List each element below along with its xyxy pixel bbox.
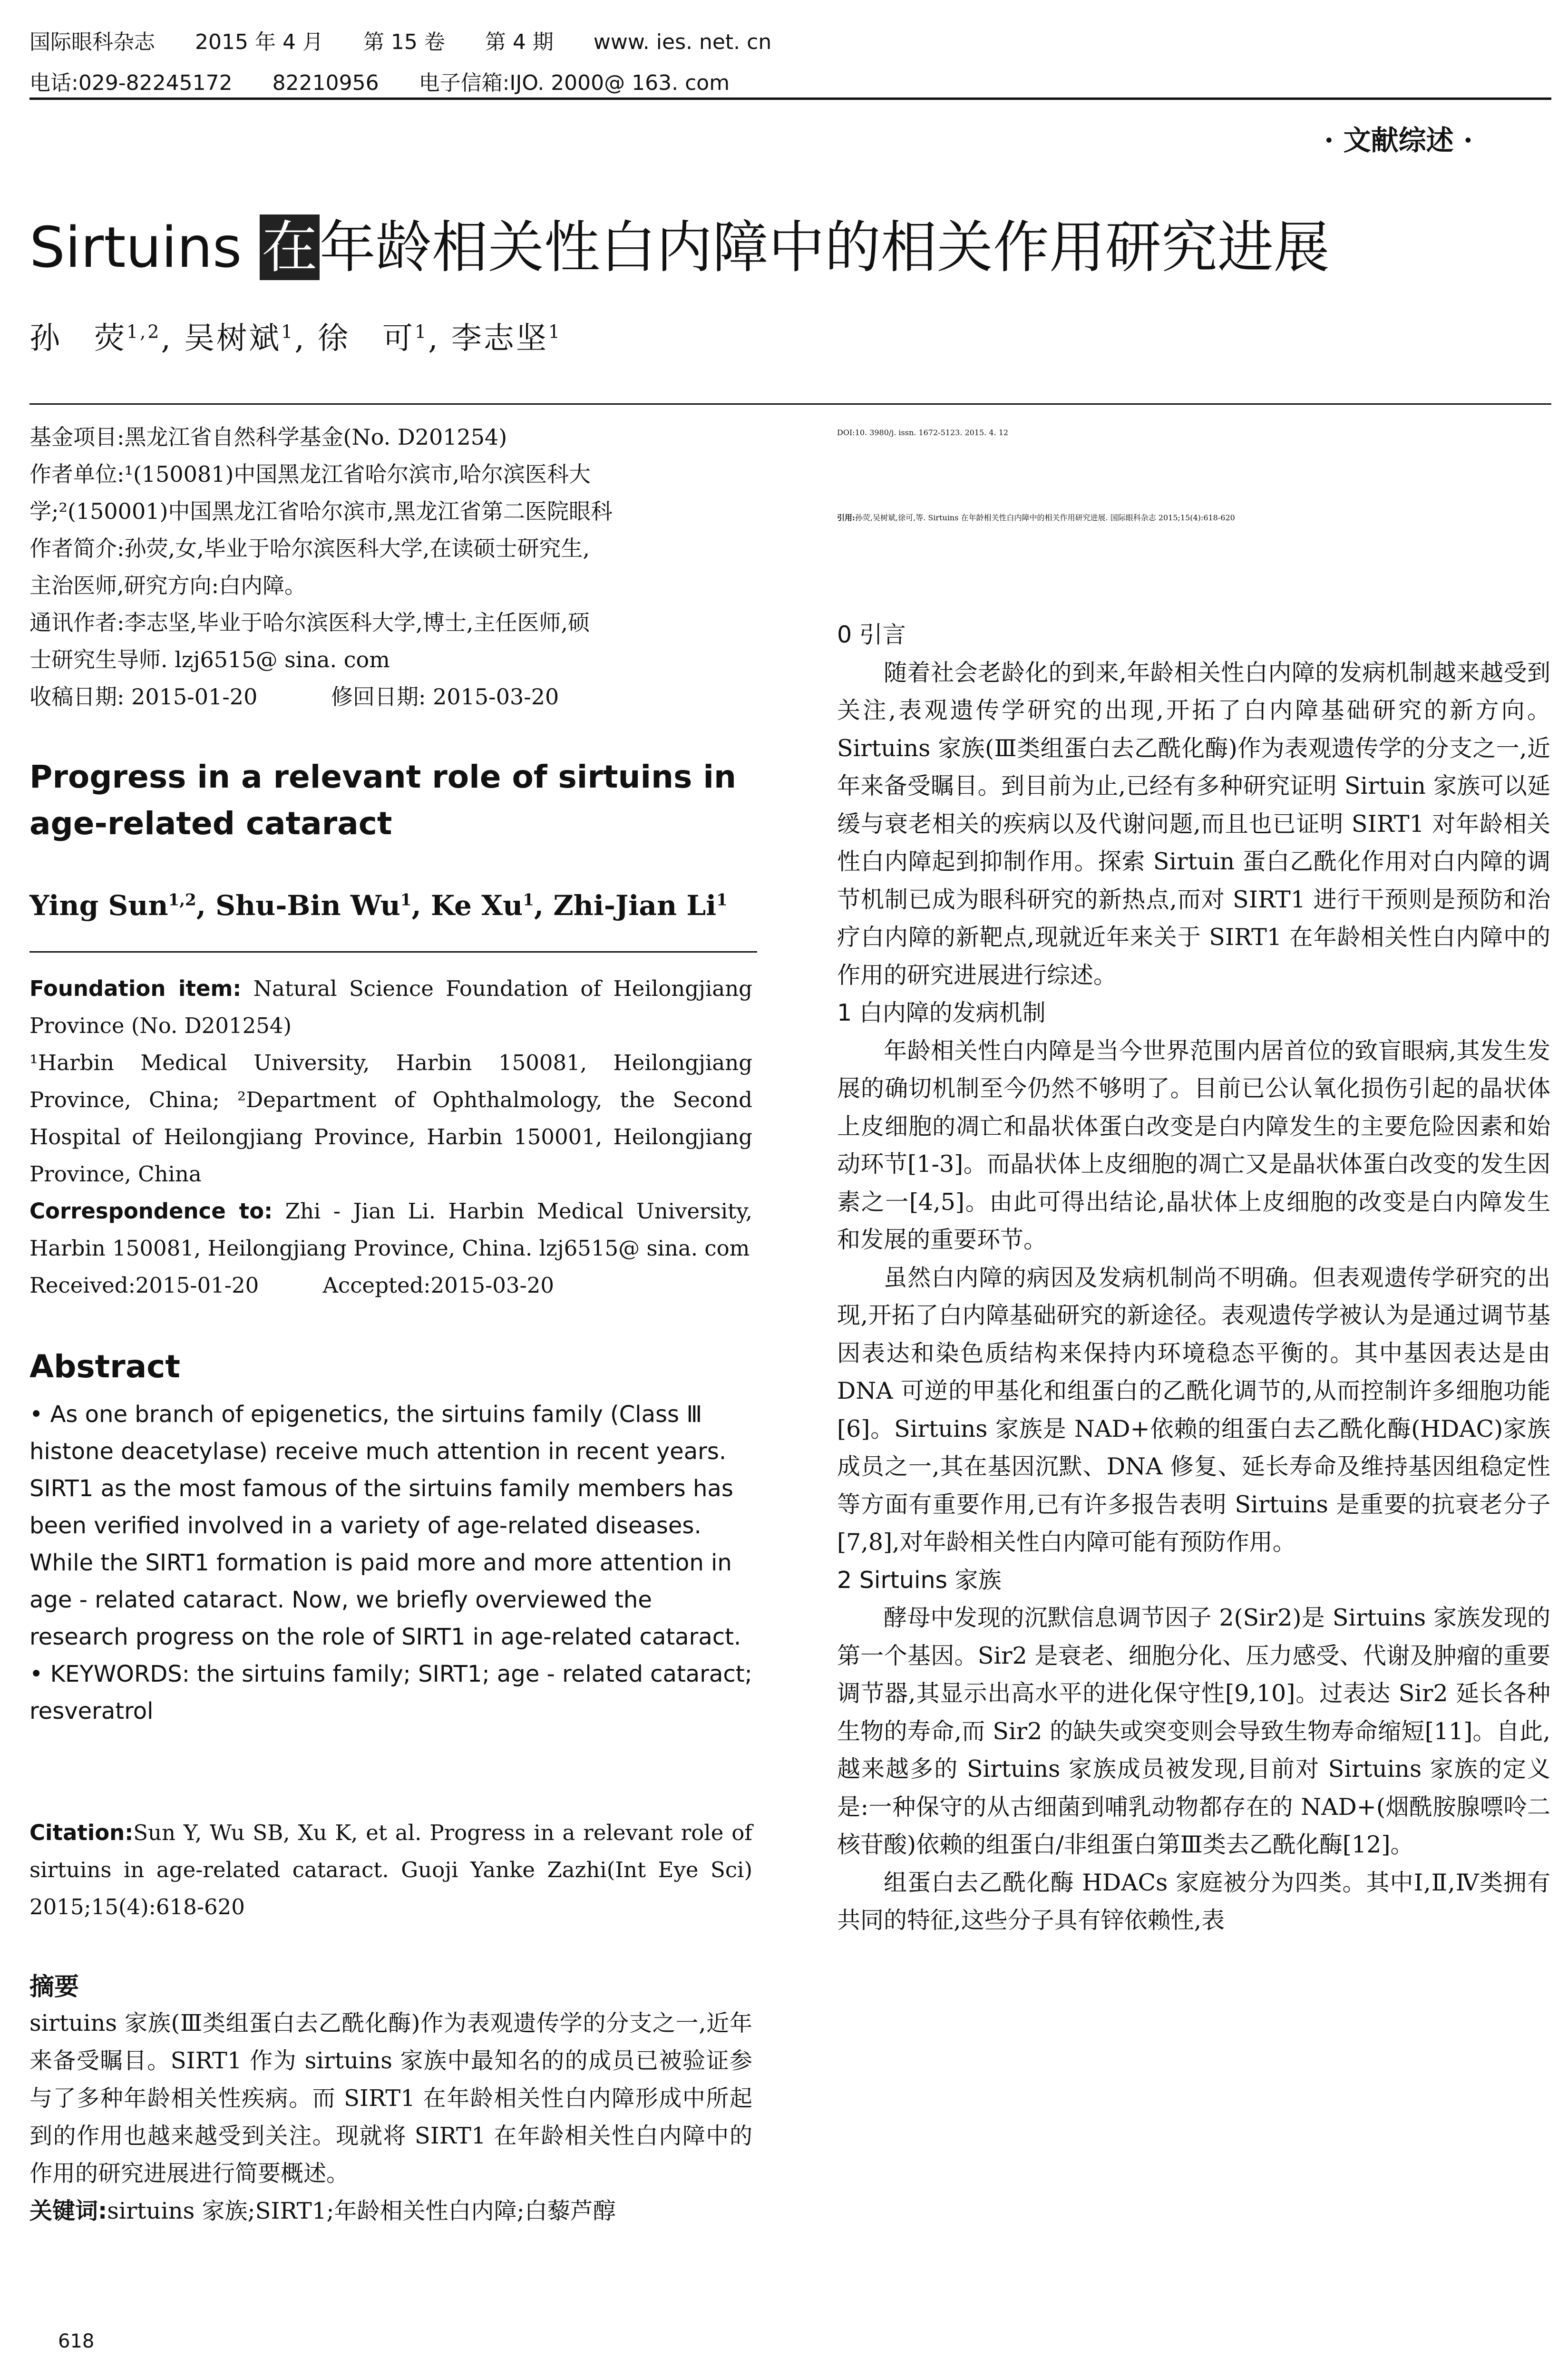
- author-affiliation: 1: [523, 890, 534, 910]
- section-0-heading: 0 引言: [837, 621, 906, 648]
- author-en: Zhi-Jian Li: [553, 889, 717, 922]
- keywords-en: • KEYWORDS: the sirtuins family; SIRT1; age - related cataract; resveratrol: [29, 1661, 752, 1724]
- author-cn: 李志坚: [451, 321, 548, 356]
- accepted-en: Accepted:2015-03-20: [322, 1273, 555, 1298]
- received-date: 收稿日期: 2015-01-20: [29, 684, 258, 710]
- title-prefix: Sirtuins: [29, 214, 242, 280]
- section-1-heading: 1 白内障的发病机制: [837, 999, 1046, 1026]
- author-en: Ying Sun: [29, 889, 168, 922]
- received-en: Received:2015-01-20: [29, 1273, 259, 1298]
- author-cn: 徐 可: [318, 321, 415, 356]
- intro-line-2: 主治医师,研究方向:白内障。: [29, 573, 307, 598]
- author-affiliation: 1: [548, 321, 562, 342]
- section-2-heading: 2 Sirtuins 家族: [837, 1566, 1002, 1594]
- citation-en-text: [29, 1814, 752, 1926]
- article-title: [29, 202, 1330, 283]
- citation-cn-body: 孙荧,吴树斌,徐可,等. Sirtuins 在年龄相关性白内障中的相关作用研究进展. 国际眼科杂志 2015;15(4):618-620: [855, 513, 1235, 522]
- article-meta: [29, 419, 752, 715]
- journal-name: 国际眼科杂志: [29, 30, 155, 54]
- foundation-text: Natural Science Foundation of Heilongjiang Province (No. D201254): [29, 976, 752, 1038]
- author-affiliation: 1,2: [168, 890, 196, 910]
- journal-header-line-2: [29, 66, 763, 96]
- abstract-text: • As one branch of epigenetics, the sirtuins family (Class Ⅲ histone deacetylase) receive much attention in recent years. SIRT1 as the most famous of the sirtuins family members has been verified involved in a variety of age-related diseases. While the SIRT1 formation is paid more and more attention in age - related cataract. Now, we briefly overviewed the research progress on the role of SIRT1 in age-related cataract.: [29, 1401, 741, 1650]
- dates-line: [29, 678, 752, 715]
- abstract-cn: [29, 1967, 752, 2002]
- correspondence: [29, 1193, 752, 1267]
- unit-line-2: 学;²(150001)中国黑龙江省哈尔滨市,黑龙江省第二医院眼科: [29, 498, 613, 524]
- citation-cn-label: 引用:: [837, 513, 855, 522]
- title-highlight: 在: [260, 214, 320, 280]
- keywords-cn-text: sirtuins 家族;SIRT1;年龄相关性白内障;白藜芦醇: [107, 2198, 616, 2224]
- author-affiliation: 1: [415, 321, 429, 342]
- main-body: [837, 616, 1550, 1939]
- section-1-paragraph-2: 虽然白内障的病因及发病机制尚不明确。但表观遗传学研究的出现,开拓了白内障基础研究的新途径。表观遗传学被认为是通过调节基因表达和染色质结构来保持内环境稳态平衡的。其中基因表达是由 DNA 可逆的甲基化和组蛋白的乙酰化调节的,从而控制许多细胞功能[6]。Sirtuins 家族是 NAD+依赖的组蛋白去乙酰化酶(HDAC)家族成员之一,其在基因沉默、DNA 修复、延长寿命及维持基因组稳定性等方面有重要作用,已有许多报告表明 Sirtuins 是重要的抗衰老分子[7,8],对年龄相关性白内障可能有预防作用。: [837, 1264, 1550, 1556]
- author-cn: 孙 荧: [29, 321, 127, 356]
- correspondence-text: Zhi - Jian Li. Harbin Medical University, Harbin 150081, Heilongjiang Province, China. lzj6515@ sina. com: [29, 1198, 752, 1261]
- en-title-block: [29, 754, 752, 847]
- keywords-cn-label: 关键词:: [29, 2198, 107, 2224]
- section-1-paragraph-1: 年龄相关性白内障是当今世界范围内居首位的致盲眼病,其发生发展的确切机制至今仍然不够明了。目前已公认氧化损伤引起的晶状体上皮细胞的凋亡和晶状体蛋白改变是白内障发生的主要危险因素和始动环节[1-3]。而晶状体上皮细胞的凋亡又是晶状体蛋白改变的发生因素之一[4,5]。由此可得出结论,晶状体上皮细胞的改变是白内障发生和发展的重要环节。: [837, 1037, 1550, 1253]
- author-affiliation: 1,2: [127, 321, 161, 342]
- foundation-label: Foundation item:: [29, 976, 242, 1001]
- corr-line-2: 士研究生导师. lzj6515@ sina. com: [29, 647, 390, 672]
- website: www. ies. net. cn: [593, 30, 772, 54]
- header-rule: [29, 97, 1551, 100]
- abstract-cn-heading: 摘要: [29, 1973, 79, 2001]
- corr-line-1: 通讯作者:李志坚,毕业于哈尔滨医科大学,博士,主任医师,硕: [29, 610, 590, 635]
- intro-line-1: 作者简介:孙荧,女,毕业于哈尔滨医科大学,在读硕士研究生,: [29, 536, 590, 561]
- citation-label: Citation:: [29, 1820, 134, 1845]
- abstract-cn-body: [29, 2005, 752, 2230]
- unit-line-1: 作者单位:¹(150081)中国黑龙江省哈尔滨市,哈尔滨医科大: [29, 461, 591, 487]
- journal-header-line-1: [29, 25, 805, 55]
- english-title: Progress in a relevant role of sirtuins in age-related cataract: [29, 759, 736, 842]
- abstract-en-body: [29, 1396, 752, 1730]
- citation-cn-text: [837, 512, 1550, 523]
- author-affiliation: 1: [400, 890, 412, 910]
- page-number: 618: [58, 2330, 95, 2352]
- citation-en: [29, 1814, 752, 1926]
- author-cn: 吴树斌: [184, 321, 282, 356]
- foundation-block: [29, 970, 752, 1304]
- section-2-paragraph-2: 组蛋白去乙酰化酶 HDACs 家庭被分为四类。其中Ⅰ,Ⅱ,Ⅳ类拥有共同的特征,这些分子具有锌依赖性,表: [837, 1869, 1550, 1934]
- en-authors: Ying Sun$^{1,2}$, Shu-Bin Wu$^1$, Ke Xu$^1$, Zhi-Jian Li$^1$: [29, 889, 728, 922]
- doi: DOI:10. 3980/j. issn. 1672-5123. 2015. 4. 12: [837, 428, 1009, 437]
- fund-line: 基金项目:黑龙江省自然科学基金(No. D201254): [29, 424, 507, 450]
- en-authors-rule: [29, 951, 757, 953]
- section-2-paragraph-1: 酵母中发现的沉默信息调节因子 2(Sir2)是 Sirtuins 家族发现的第一个基因。Sir2 是衰老、细胞分化、压力感受、代谢及肿瘤的重要调节器,其显示出高水平的进化保守性[9,10]。过表达 Sir2 延长各种生物的寿命,而 Sir2 的缺失或突变则会导致生物寿命缩短[11]。自此,越来越多的 Sirtuins 家族成员被发现,目前对 Sirtuins 家族的定义是:一种保守的从古细菌到哺乳动物都存在的 NAD+(烟酰胺腺嘌呤二核苷酸)依赖的组蛋白/非组蛋白第Ⅲ类去乙酰化酶[12]。: [837, 1604, 1550, 1858]
- foundation-item: [29, 970, 752, 1044]
- abstract-en: [29, 1348, 752, 1385]
- author-en: Ke Xu: [430, 889, 523, 922]
- volume: 第 15 卷: [363, 30, 445, 54]
- section-tag: · 文献综述 ·: [1324, 124, 1473, 156]
- abstract-heading: Abstract: [29, 1348, 180, 1385]
- citation-body: Sun Y, Wu SB, Xu K, et al. Progress in a relevant role of sirtuins in age-related cataract. Guoji Yanke Zazhi(Int Eye Sci) 2015;15(4):618-620: [29, 1820, 752, 1919]
- revised-date: 修回日期: 2015-03-20: [331, 684, 559, 710]
- title-rest: 年龄相关性白内障中的相关作用研究进展: [319, 214, 1330, 280]
- en-dates: [29, 1267, 752, 1304]
- issue-date: 2015 年 4 月: [195, 30, 323, 54]
- abstract-cn-text: sirtuins 家族(Ⅲ类组蛋白去乙酰化酶)作为表观遗传学的分支之一,近年来备受瞩目。SIRT1 作为 sirtuins 家族中最知名的的成员已被验证参与了多种年龄相关性疾病。而 SIRT1 在年龄相关性白内障形成中所起到的作用也越来越受到关注。现就将 SIRT1 在年龄相关性白内障中的作用的研究进展进行简要概述。: [29, 2010, 752, 2187]
- issue: 第 4 期: [485, 30, 554, 54]
- keywords-cn: [29, 2192, 752, 2230]
- author-affiliation: 1: [281, 321, 295, 342]
- correspondence-label: Correspondence to:: [29, 1198, 273, 1224]
- section-0-paragraph: 随着社会老龄化的到来,年龄相关性白内障的发病机制越来越受到关注,表观遗传学研究的出现,开拓了白内障基础研究的新方向。Sirtuins 家族(Ⅲ类组蛋白去乙酰化酶)作为表观遗传学的分支之一,近年来备受瞩目。到目前为止,已经有多种研究证明 Sirtuin 家族可以延缓与衰老相关的疾病以及代谢问题,而且也已证明 SIRT1 对年龄相关性白内障起到抑制作用。探索 Sirtuin 蛋白乙酰化作用对白内障的调节机制已成为眼科研究的新热点,而对 SIRT1 进行干预则是预防和治疗白内障的新靶点,现就近年来关于 SIRT1 在年龄相关性白内障中的作用的研究进展进行综述。: [837, 659, 1550, 989]
- author-en: Shu-Bin Wu: [215, 889, 400, 922]
- title-rule: [29, 403, 1551, 405]
- authors-cn: 孙 荧$^{1,2}$, 吴树斌$^1$, 徐 可$^1$, 李志坚$^1$: [29, 321, 562, 356]
- citation-cn: [837, 504, 1550, 530]
- phone: 电话:029-82245172: [29, 71, 233, 95]
- author-affiliation: 1: [716, 890, 728, 910]
- phone-2: 82210956: [272, 71, 379, 95]
- affiliations: ¹Harbin Medical University, Harbin 150081, Heilongjiang Province, China; ²Department of Ophthalmology, the Second Hospital of Heilongjiang Province, Harbin 150001, Heilongjiang Province, China: [29, 1050, 752, 1187]
- email: 电子信箱:IJO. 2000@ 163. com: [419, 71, 730, 95]
